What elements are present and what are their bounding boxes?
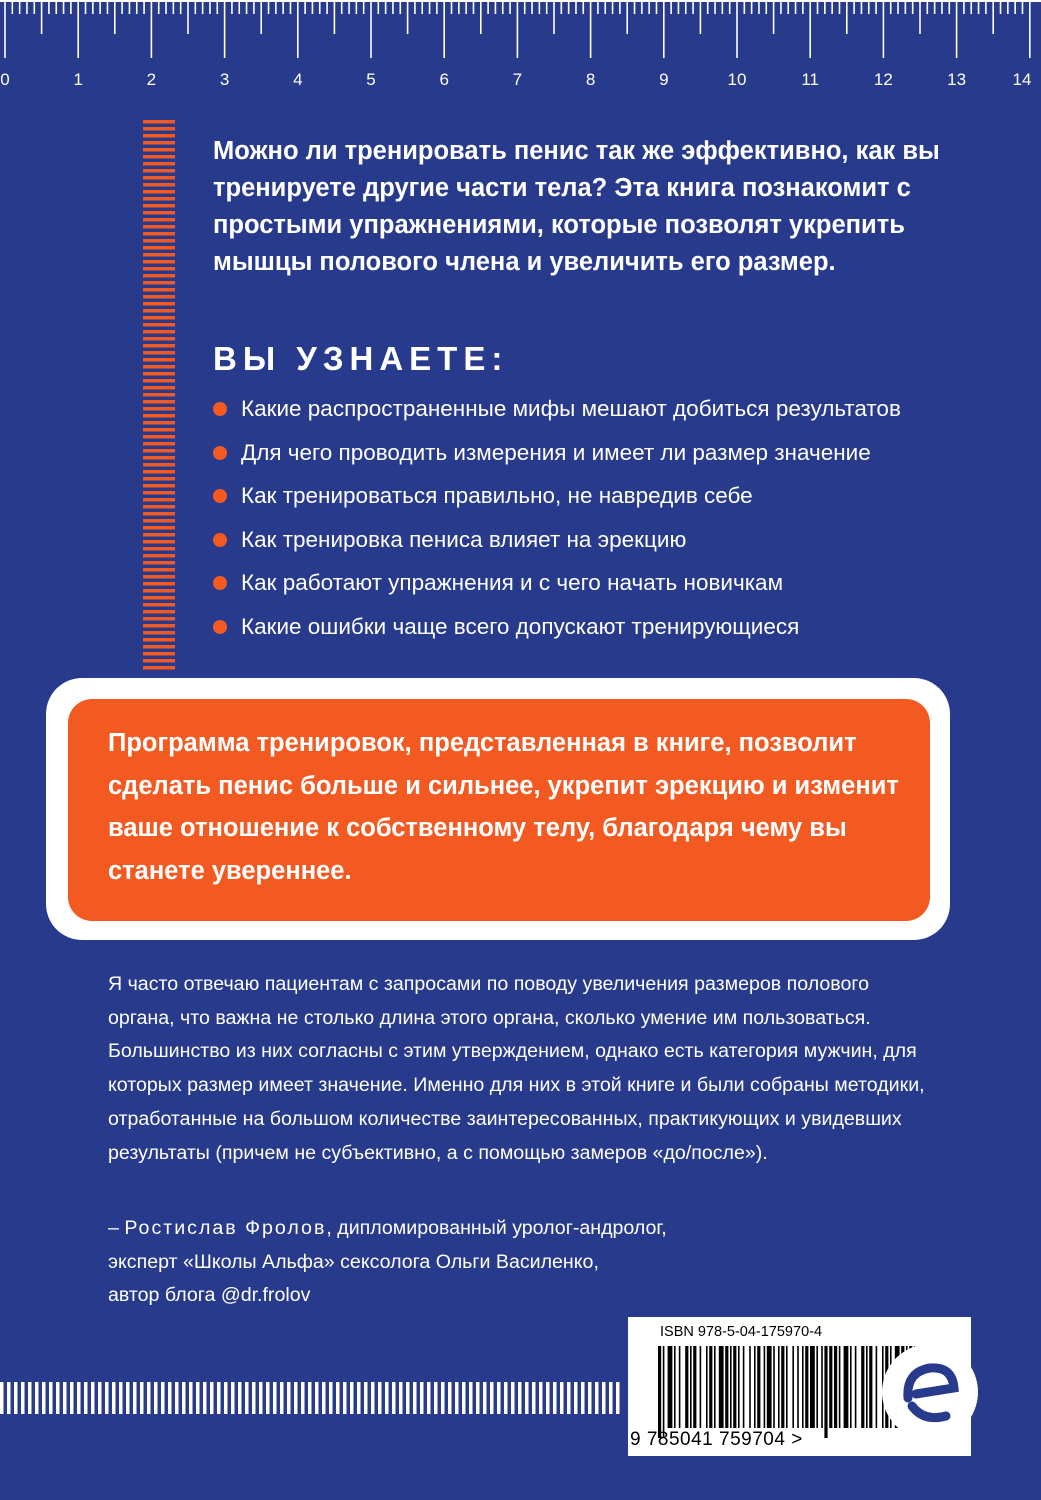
stripe-line [574,1382,578,1414]
stripe-line [560,1382,564,1414]
stripe-line [143,379,175,383]
barcode-bar [719,1346,724,1428]
barcode-bar [844,1346,849,1428]
barcode-bar [816,1346,818,1428]
stripe-line [143,246,175,250]
barcode-bar [861,1346,864,1428]
barcode-bar [876,1346,878,1428]
barcode-bar [821,1346,823,1428]
bullet-dot-icon [213,446,227,460]
stripe-line [143,456,175,460]
isbn-text: ISBN 978-5-04-175970-4 [660,1324,823,1340]
stripe-line [0,1382,4,1414]
stripe-line [231,1382,235,1414]
barcode-bar [797,1346,799,1428]
list-item-text: Как работают упражнения и с чего начать новичкам [241,570,784,595]
barcode-bar [839,1346,841,1428]
barcode-bar [778,1346,780,1428]
stripe-line [490,1382,494,1414]
stripe-line [143,316,175,320]
bullet-dot-icon [213,402,227,416]
stripe-line [143,568,175,572]
barcode-bar [866,1346,868,1428]
stripe-line [609,1382,613,1414]
stripe-line [143,337,175,341]
callout-text: Программа тренировок, представленная в книге, позволит сделать пенис больше и сильнее, укрепит эрекцию и изменит ваше отношение к собственному телу, благодаря чему вы станете увереннее. [108,729,899,885]
stripe-line [63,1382,67,1414]
ruler-number: 11 [801,70,820,89]
ruler-number: 14 [1012,70,1032,89]
bullet-dot-icon [213,533,227,547]
bullet-dot-icon [213,620,227,634]
stripe-line [350,1382,354,1414]
ruler-number: 8 [585,70,596,89]
bullet-dot-icon [213,489,227,503]
stripe-line [143,645,175,649]
stripe-line [252,1382,256,1414]
list-item [213,518,901,562]
barcode-bar [829,1346,832,1428]
barcode-bar [773,1346,775,1428]
intro-paragraph: Можно ли тренировать пенис так же эффективно, как вы тренируете другие части тела? Эта книга познакомит с простыми упражнениями, которые позволят укрепить мышцы полового члена и увеличить его размер. [213,137,940,276]
stripe-line [357,1382,361,1414]
stripe-line [588,1382,592,1414]
ruler-number: 5 [366,70,376,89]
list-item [213,605,901,649]
stripe-line [143,190,175,194]
stripe-line [518,1382,522,1414]
stripe-line [143,309,175,313]
stripe-line [143,638,175,642]
stripe-line [143,260,175,264]
stripe-line [143,344,175,348]
stripe-line [143,582,175,586]
stripe-line [143,554,175,558]
author-title: , дипломированный уролог-андролог, [326,1217,667,1239]
stripe-line [441,1382,445,1414]
barcode-bar [706,1346,708,1428]
stripe-line [56,1382,60,1414]
stripe-line [238,1382,242,1414]
barcode-bar [658,1346,661,1438]
list-item-text: Как тренировка пениса влияет на эрекцию [241,526,687,552]
barcode-bar [764,1346,766,1428]
stripe-line [301,1382,305,1414]
stripe-line [147,1382,151,1414]
stripe-line [343,1382,347,1414]
ruler-number: 12 [873,70,893,89]
stripe-line [469,1382,473,1414]
stripe-line [245,1382,249,1414]
barcode-bar [663,1346,665,1438]
stripe-line [143,197,175,201]
stripe-line [546,1382,550,1414]
stripe-line [143,547,175,551]
stripe-line [203,1382,207,1414]
stripe-line [143,603,175,607]
stripe-line [420,1382,424,1414]
barcode-bar [855,1346,857,1428]
stripe-line [406,1382,410,1414]
stripe-line [143,610,175,614]
stripe-line [112,1382,116,1414]
stripe-line [427,1382,431,1414]
stripe-line [143,141,175,145]
stripe-line [143,666,175,670]
stripe-line [525,1382,529,1414]
learn-list [213,387,901,648]
ruler-number: 3 [219,70,230,89]
stripe-line [168,1382,172,1414]
barcode-bar [802,1346,804,1428]
stripe-line [143,540,175,544]
barcode-bar [743,1346,745,1428]
eksmo-logo-icon [880,1342,980,1442]
ruler [0,0,1041,100]
stripe-line [143,414,175,418]
stripe-line [143,330,175,334]
stripe-line [143,134,175,138]
barcode-bar [679,1346,681,1428]
stripe-line [483,1382,487,1414]
barcode-bar [714,1346,716,1428]
stripe-line [143,232,175,236]
stripe-line [539,1382,543,1414]
stripe-line [448,1382,452,1414]
stripe-line [336,1382,340,1414]
stripe-line [77,1382,81,1414]
stripe-line [28,1382,32,1414]
author-name: Ростислав Фролов [124,1217,327,1239]
stripe-line [616,1382,620,1414]
stripe-line [143,449,175,453]
ruler-number: 0 [0,70,10,89]
stripe-line [392,1382,396,1414]
stripe-line [154,1382,158,1414]
list-item-text: Какие ошибки чаще всего допускают тренирующиеся [241,613,800,639]
ruler-number: 2 [146,70,157,89]
stripe-line [143,120,175,124]
stripe-line [364,1382,368,1414]
barcode-bar [781,1346,784,1428]
stripe-line [532,1382,536,1414]
stripe-line [143,526,175,530]
stripe-line [143,484,175,488]
stripe-line [259,1382,263,1414]
stripe-line [143,218,175,222]
stripe-line [189,1382,193,1414]
stripe-line [84,1382,88,1414]
ruler-number: 7 [512,70,523,89]
stripe-line [455,1382,459,1414]
stripe-line [175,1382,179,1414]
barcode-bar [690,1346,692,1428]
stripe-line [266,1382,270,1414]
stripe-line [224,1382,228,1414]
list-item [213,474,901,518]
stripe-line [143,302,175,306]
stripe-line [143,358,175,362]
barcode-bar [757,1346,760,1428]
barcode-bar [668,1346,673,1428]
stripe-line [504,1382,508,1414]
ruler-number: 9 [659,70,669,89]
barcode-bar [824,1346,827,1438]
stripe-line [511,1382,515,1414]
barcode-bar [733,1346,736,1428]
list-item-text: Какие распространенные мифы мешают добиться результатов [241,396,901,421]
stripe-line [497,1382,501,1414]
stripe-line [143,491,175,495]
stripe-line [143,211,175,215]
barcode-bar [725,1346,728,1428]
vertical-stripe-decoration [143,120,175,670]
stripe-line [143,155,175,159]
stripe-line [98,1382,102,1414]
stripe-line [143,596,175,600]
stripe-line [143,617,175,621]
barcode-bar [810,1346,815,1428]
stripe-line [143,393,175,397]
barcode-bar [749,1346,751,1428]
learn-heading: ВЫ УЗНАЕТЕ: [213,340,509,377]
stripe-line [143,442,175,446]
stripe-line [119,1382,123,1414]
bullet-dot-icon [213,576,227,590]
stripe-line [143,288,175,292]
stripe-line [143,281,175,285]
list-item-text: Для чего проводить измерения и имеет ли размер значение [241,439,871,465]
barcode-bar [834,1346,837,1428]
stripe-line [143,274,175,278]
stripe-line [143,659,175,663]
stripe-line [322,1382,326,1414]
stripe-line [143,365,175,369]
stripe-line [143,323,175,327]
stripe-line [143,463,175,467]
stripe-line [399,1382,403,1414]
ruler-number: 1 [73,70,83,89]
stripe-line [143,470,175,474]
ruler-ticks [0,0,1041,70]
stripe-line [143,183,175,187]
stripe-line [196,1382,200,1414]
stripe-line [273,1382,277,1414]
barcode-bar [709,1346,712,1428]
ruler-number: 10 [727,70,747,89]
stripe-line [143,575,175,579]
stripe-line [143,148,175,152]
stripe-line [143,169,175,173]
stripe-line [595,1382,599,1414]
stripe-line [143,386,175,390]
ruler-number: 13 [947,70,967,89]
stripe-line [378,1382,382,1414]
stripe-line [143,561,175,565]
stripe-line [105,1382,109,1414]
stripe-line [91,1382,95,1414]
barcode-bar [738,1346,740,1428]
stripe-line [143,239,175,243]
stripe-line [182,1382,186,1414]
barcode-bar [730,1346,732,1428]
barcode-bar [754,1346,756,1428]
list-item [213,387,901,431]
ruler-number: 4 [293,70,303,89]
stripe-line [126,1382,130,1414]
stripe-line [143,372,175,376]
stripe-line [143,225,175,229]
stripe-line [143,533,175,537]
signature-line-1 [108,1212,928,1246]
stripe-line [143,204,175,208]
stripe-line [143,589,175,593]
stripe-line [143,267,175,271]
stripe-line [143,435,175,439]
stripe-line [413,1382,417,1414]
stripe-line [143,652,175,656]
stripe-line [42,1382,46,1414]
stripe-line [143,624,175,628]
barcode-bar [674,1346,676,1428]
barcode-bar [693,1346,696,1428]
barcode-bar [850,1346,852,1428]
stripe-line [143,295,175,299]
barcode-bar [685,1346,688,1428]
stripe-line [143,407,175,411]
stripe-line [143,351,175,355]
stripe-line [70,1382,74,1414]
stripe-line [35,1382,39,1414]
stripe-line [308,1382,312,1414]
stripe-line [217,1382,221,1414]
stripe-line [210,1382,214,1414]
stripe-line [143,512,175,516]
stripe-line [434,1382,438,1414]
signature-line-2: эксперт «Школы Альфа» сексолога Ольги Василенко, [108,1250,599,1273]
stripe-line [14,1382,18,1414]
barcode-bar [786,1346,788,1428]
stripe-line [602,1382,606,1414]
signature-dash: – [108,1217,125,1239]
stripe-line [280,1382,284,1414]
stripe-line [143,477,175,481]
stripe-line [143,498,175,502]
stripe-line [567,1382,571,1414]
stripe-line [581,1382,585,1414]
stripe-line [315,1382,319,1414]
stripe-line [21,1382,25,1414]
horizontal-stripe-decoration [0,1382,620,1414]
stripe-line [143,505,175,509]
stripe-line [371,1382,375,1414]
barcode-bar [869,1346,872,1428]
stripe-line [294,1382,298,1414]
stripe-line [143,162,175,166]
stripe-line [143,519,175,523]
quote-paragraph: Я часто отвечаю пациентам с запросами по поводу увеличения размеров полового органа, что важна не столько длина этого органа, сколько умение им пользоваться. Большинство из них согласны с этим утверждением, однако есть категория мужчин, для которых размер имеет значение. Именно для них в этой книге и были собраны методики, отработанные на большом количестве заинтересованных, практикующих и увидевших результаты (причем не субъективно, а с помощью замеров «до/после»). [108,973,925,1164]
stripe-line [329,1382,333,1414]
stripe-line [143,253,175,257]
ruler-number: 6 [439,70,449,89]
stripe-line [140,1382,144,1414]
stripe-line [143,176,175,180]
stripe-line [7,1382,11,1414]
stripe-line [143,421,175,425]
stripe-line [462,1382,466,1414]
barcode-bar [805,1346,808,1428]
stripe-line [476,1382,480,1414]
stripe-line [553,1382,557,1414]
stripe-line [385,1382,389,1414]
list-item [213,561,901,605]
stripe-line [143,400,175,404]
stripe-line [49,1382,53,1414]
barcode-bar [767,1346,772,1428]
stripe-line [133,1382,137,1414]
quote-signature [108,1212,928,1313]
stripe-line [143,631,175,635]
stripe-line [287,1382,291,1414]
stripe-line [143,428,175,432]
list-item-text: Как тренироваться правильно, не навредив себе [241,483,753,508]
stripe-line [161,1382,165,1414]
barcode-bar [792,1346,794,1428]
list-item [213,431,901,475]
signature-line-3: автор блога @dr.frolov [108,1284,311,1307]
barcode-digits: 9 785041 759704 > [630,1429,803,1450]
stripe-line [143,127,175,131]
barcode-bar [700,1346,702,1428]
